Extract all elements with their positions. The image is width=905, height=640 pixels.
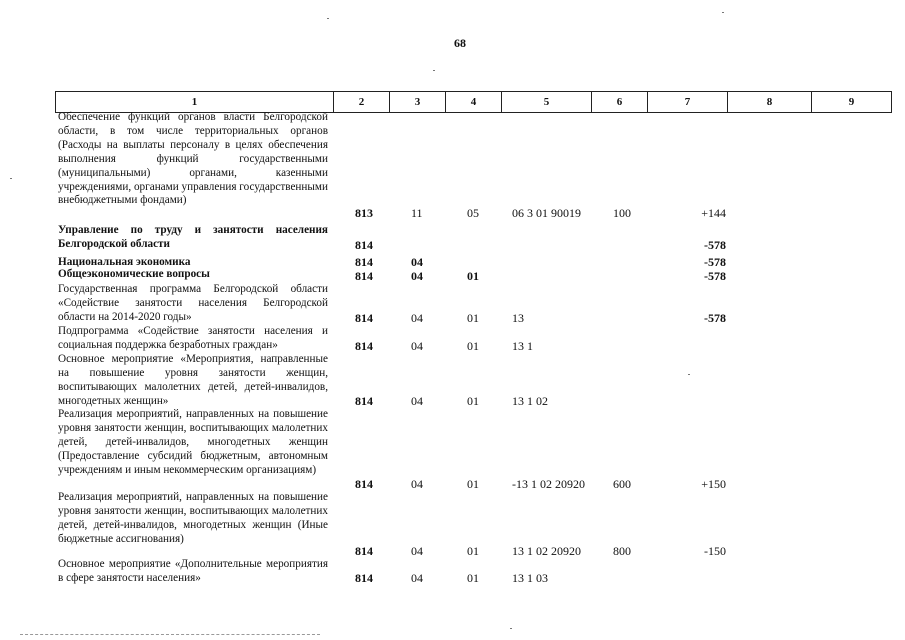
cell-col3: 04 xyxy=(411,394,423,408)
scan-speck xyxy=(722,12,724,13)
cell-col4: 05 xyxy=(467,206,479,220)
cell-col4: 01 xyxy=(467,477,479,491)
cell-col5: 13 1 xyxy=(512,339,533,353)
row-description: Основное мероприятие «Дополнительные мероприятия в сфере занятости населения» xyxy=(58,558,328,584)
cell-col2: 814 xyxy=(355,571,373,585)
column-header-9: 9 xyxy=(812,92,892,113)
cell-col3: 04 xyxy=(411,269,423,283)
cell-col2: 814 xyxy=(355,339,373,353)
column-header-row xyxy=(55,91,892,113)
cell-col2: 814 xyxy=(355,311,373,325)
row-description: Реализация мероприятий, направленных на повышение уровня занятости женщин, воспитывающих малолетних детей, детей-инвалидов, многодетных женщин (Иные бюджетные ассигнования) xyxy=(58,491,328,545)
scan-speck xyxy=(510,628,512,629)
column-header-4: 4 xyxy=(446,92,502,113)
cell-col6: 600 xyxy=(613,477,631,491)
cell-col4: 01 xyxy=(467,394,479,408)
cell-col2: 814 xyxy=(355,255,373,269)
cell-col5: 13 1 03 xyxy=(512,571,548,585)
column-header-6: 6 xyxy=(592,92,648,113)
scan-speck xyxy=(688,374,690,375)
column-header-8: 8 xyxy=(728,92,812,113)
cell-col2: 814 xyxy=(355,269,373,283)
cell-col4: 01 xyxy=(467,311,479,325)
scan-edge-line xyxy=(20,634,320,636)
cell-col4: 01 xyxy=(467,544,479,558)
cell-col4: 01 xyxy=(467,571,479,585)
row-description: Национальная экономика xyxy=(58,256,191,268)
cell-col7: -578 xyxy=(704,238,726,252)
cell-col7: -578 xyxy=(704,255,726,269)
cell-col3: 04 xyxy=(411,477,423,491)
column-header-5: 5 xyxy=(502,92,592,113)
cell-col3: 04 xyxy=(411,339,423,353)
cell-col7: -578 xyxy=(704,311,726,325)
cell-col5: 13 xyxy=(512,311,524,325)
cell-col5: 13 1 02 20920 xyxy=(512,544,581,558)
row-description: Подпрограмма «Содействие занятости населения и социальная поддержка безработных граждан» xyxy=(58,325,328,351)
cell-col6: 100 xyxy=(613,206,631,220)
row-description: Управление по труду и занятости населения Белгородской области xyxy=(58,224,328,250)
cell-col5: 06 3 01 90019 xyxy=(512,206,581,220)
cell-col2: 814 xyxy=(355,544,373,558)
cell-col3: 11 xyxy=(411,206,423,220)
row-description: Государственная программа Белгородской области «Содействие занятости населения Белгородской области на 2014-2020 годы» xyxy=(58,283,328,323)
cell-col4: 01 xyxy=(467,339,479,353)
cell-col6: 800 xyxy=(613,544,631,558)
column-header-3: 3 xyxy=(390,92,446,113)
scan-speck xyxy=(433,70,435,71)
page-number: 68 xyxy=(454,36,466,50)
column-header-7: 7 xyxy=(648,92,728,113)
row-description: Общеэкономические вопросы xyxy=(58,268,210,280)
row-description: Основное мероприятие «Мероприятия, направленные на повышение уровня занятости женщин, воспитывающих малолетних детей, детей-инвалидов, многодетных женщин» xyxy=(58,353,328,407)
cell-col2: 814 xyxy=(355,238,373,252)
cell-col3: 04 xyxy=(411,255,423,269)
row-description: Обеспечение функций органов власти Белгородской области, в том числе территориальных органов (Расходы на выплаты персоналу в целях обеспечения выполнения функций государственными (муниципальными) органами, казенными учреждениями, органами управления государственными внебюджетными фондами) xyxy=(58,111,328,207)
cell-col4: 01 xyxy=(467,269,479,283)
cell-col3: 04 xyxy=(411,571,423,585)
cell-col2: 814 xyxy=(355,477,373,491)
column-header-1: 1 xyxy=(56,92,334,113)
cell-col7: -150 xyxy=(704,544,726,558)
row-description: Реализация мероприятий, направленных на повышение уровня занятости женщин, воспитывающих малолетних детей, детей-инвалидов, многодетных женщин (Предоставление субсидий бюджетным, автономным учреждениям и иным некоммерческим организациям) xyxy=(58,408,328,476)
cell-col3: 04 xyxy=(411,311,423,325)
cell-col5: -13 1 02 20920 xyxy=(512,477,585,491)
scan-speck xyxy=(327,18,329,19)
cell-col3: 04 xyxy=(411,544,423,558)
cell-col5: 13 1 02 xyxy=(512,394,548,408)
cell-col2: 813 xyxy=(355,206,373,220)
cell-col2: 814 xyxy=(355,394,373,408)
column-header-2: 2 xyxy=(334,92,390,113)
cell-col7: +150 xyxy=(701,477,726,491)
scan-speck xyxy=(10,178,12,179)
cell-col7: -578 xyxy=(704,269,726,283)
cell-col7: +144 xyxy=(701,206,726,220)
